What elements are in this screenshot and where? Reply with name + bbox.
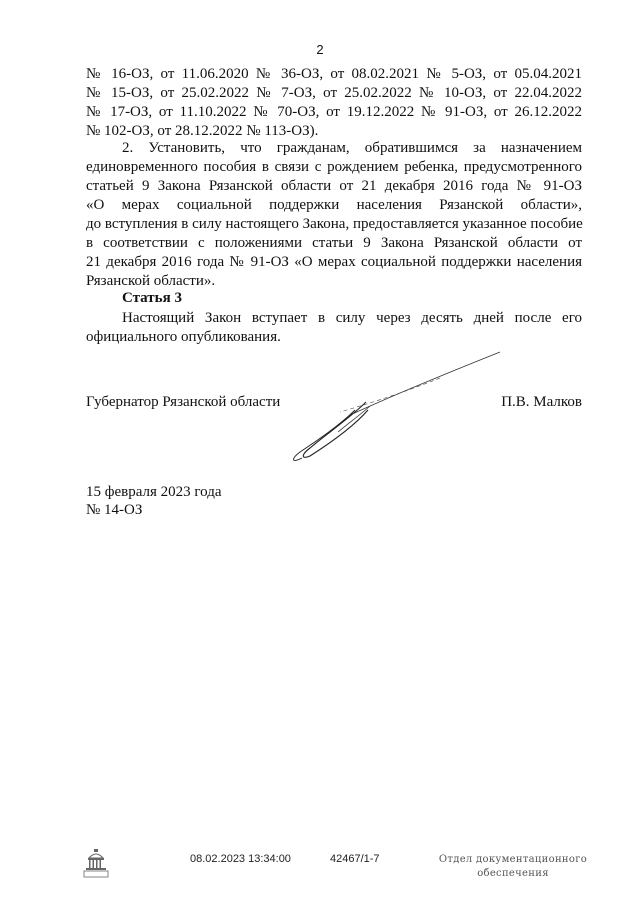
handwritten-signature — [280, 340, 510, 470]
page-number: 2 — [316, 42, 324, 57]
text-line: Рязанской области». — [86, 273, 216, 289]
text-line: 2. Установить, что гражданам, обратившимся за назначением — [122, 140, 582, 156]
law-number: № 14-ОЗ — [86, 502, 143, 518]
text-line: № 15-ОЗ, от 25.02.2022 № 7-ОЗ, от 25.02.2022 № 10-ОЗ, от 22.04.2022 — [86, 85, 582, 101]
amendment-list-paragraph — [86, 65, 582, 141]
footer-datetime: 08.02.2023 13:34:00 — [190, 853, 291, 865]
text-line: в соответствии с положениями статьи 9 Закона Рязанской области от — [86, 235, 582, 251]
duma-logo-icon — [83, 848, 109, 878]
department-stamp-line: Отдел документационного — [438, 854, 588, 865]
text-line: № 16-ОЗ, от 11.06.2020 № 36-ОЗ, от 08.02.2021 № 5-ОЗ, от 05.04.2021 — [86, 66, 582, 82]
text-line: 21 декабря 2016 года № 91-ОЗ «О мерах социальной поддержки населения — [86, 254, 582, 270]
text-line: Настоящий Закон вступает в силу через десять дней после его — [122, 310, 582, 326]
item-2-paragraph — [86, 139, 582, 291]
footer-registration-code: 42467/1-7 — [330, 853, 380, 865]
text-line: «О мерах социальной поддержки населения Рязанской области», — [86, 197, 582, 213]
article-3-heading: Статья 3 — [122, 290, 182, 306]
text-line: единовременного пособия в связи с рождением ребенка, предусмотренного — [86, 159, 582, 175]
law-date-block — [86, 483, 222, 519]
text-line: до вступления в силу настоящего Закона, предоставляется указанное пособие — [86, 216, 583, 232]
signatory-name: П.В. Малков — [501, 394, 582, 410]
text-line: статьей 9 Закона Рязанской области от 21 декабря 2016 года № 91-ОЗ — [86, 178, 582, 194]
text-line: № 17-ОЗ, от 11.10.2022 № 70-ОЗ, от 19.12.2022 № 91-ОЗ, от 26.12.2022 — [86, 104, 582, 120]
law-date: 15 февраля 2023 года — [86, 484, 222, 500]
department-stamp — [438, 853, 588, 881]
text-line: официального опубликования. — [86, 329, 281, 345]
signatory-position: Губернатор Рязанской области — [86, 394, 281, 410]
text-line: № 102-ОЗ, от 28.12.2022 № 113-ОЗ). — [86, 123, 319, 139]
department-stamp-line: обеспечения — [477, 868, 549, 879]
